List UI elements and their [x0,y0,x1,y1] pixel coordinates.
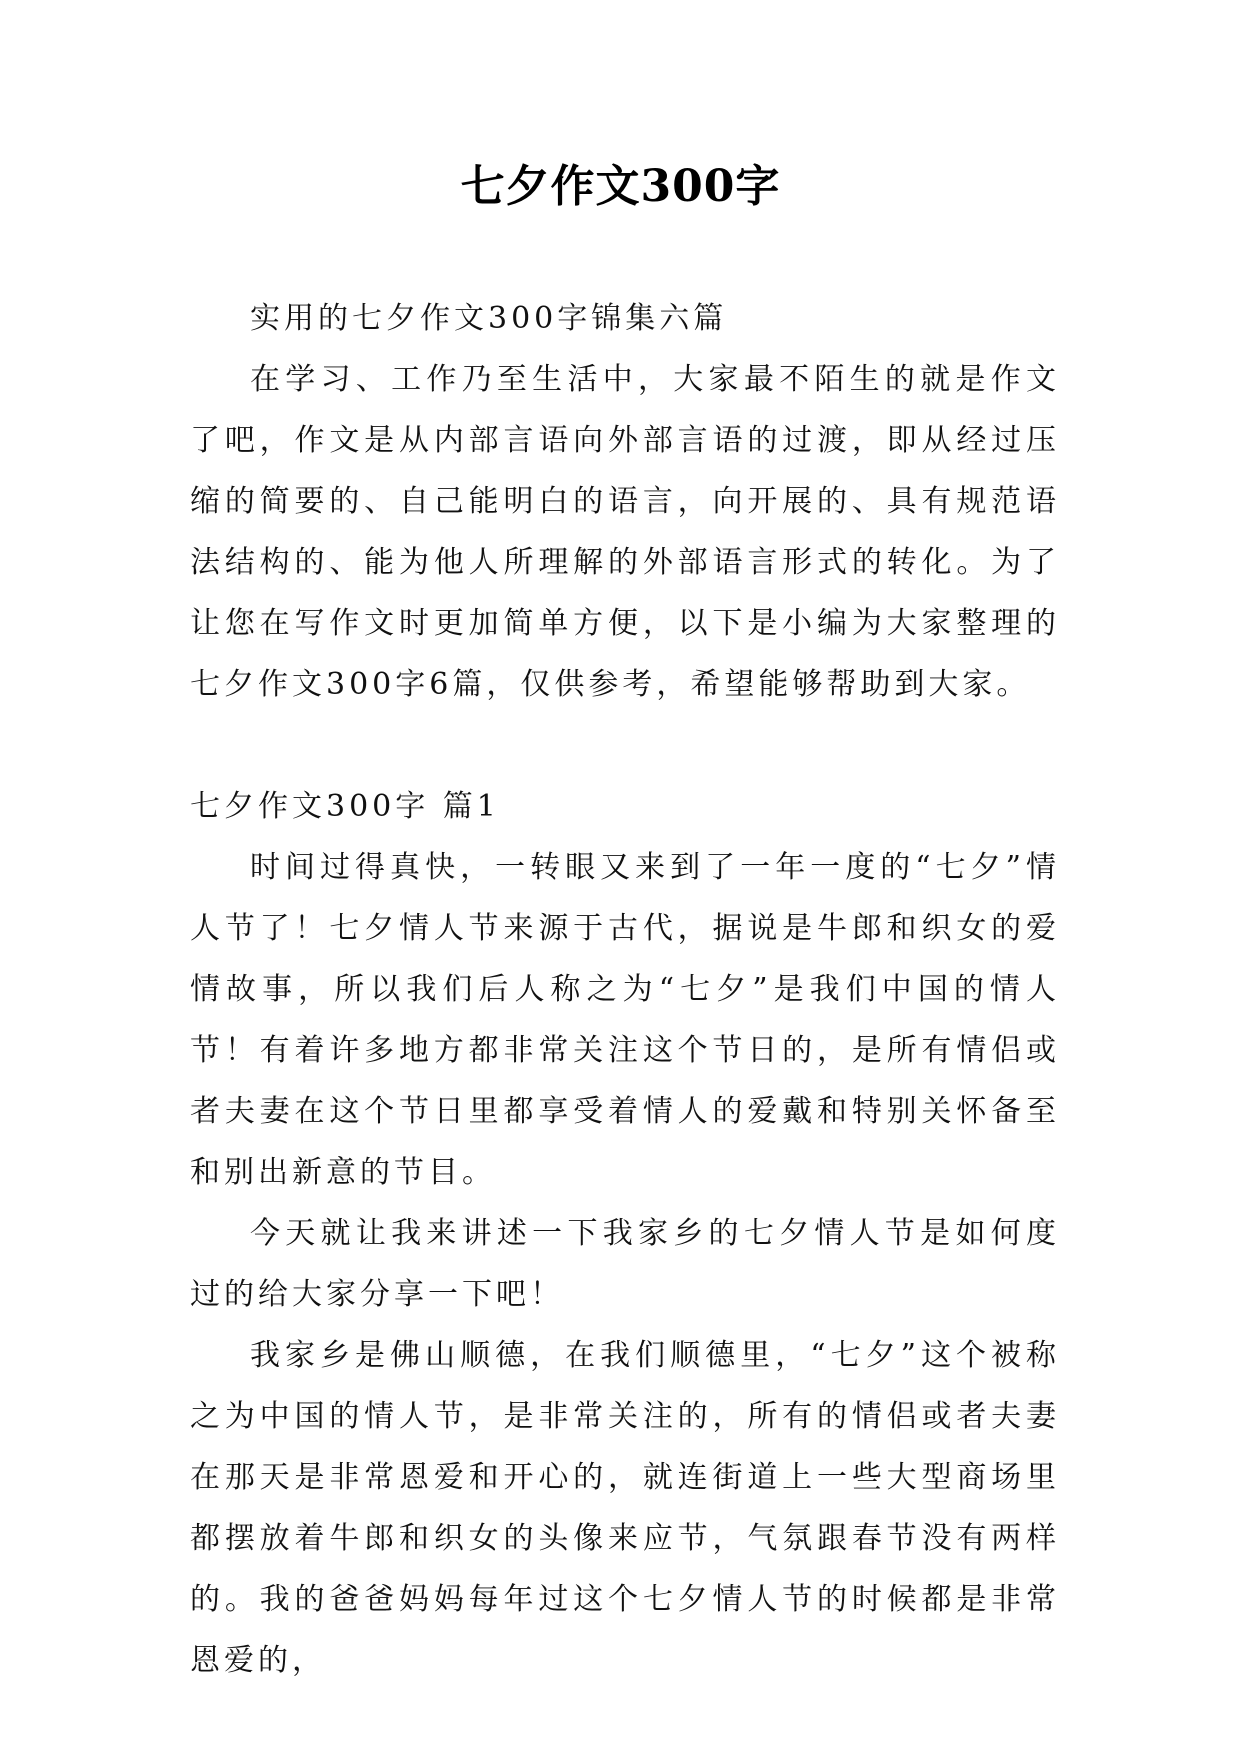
section-paragraph: 我家乡是佛山顺德，在我们顺德里，“七夕”这个被称之为中国的情人节，是非常关注的，所有的情侣或者夫妻在那天是非常恩爱和开心的，就连街道上一些大型商场里都摆放着牛郎和织女的头像来应节，气氛跟春节没有两样的。我的爸爸妈妈每年过这个七夕情人节的时候都是非常恩爱的， [190,1338,1060,1678]
document-title: 七夕作文300字 [460,161,781,212]
section-paragraph: 今天就让我来讲述一下我家乡的七夕情人节是如何度过的给大家分享一下吧！ [190,1216,1060,1312]
section-heading: 七夕作文300字 篇1 [190,789,500,824]
document-subtitle: 实用的七夕作文300字锦集六篇 [250,301,728,336]
intro-paragraph: 在学习、工作乃至生活中，大家最不陌生的就是作文了吧，作文是从内部言语向外部言语的过渡，即从经过压缩的简要的、自己能明白的语言，向开展的、具有规范语法结构的、能为他人所理解的外部语言形式的转化。为了让您在写作文时更加简单方便，以下是小编为大家整理的七夕作文300字6篇，仅供参考，希望能够帮助到大家。 [190,362,1060,702]
document-body [190,288,1060,1691]
section-paragraph: 时间过得真快，一转眼又来到了一年一度的“七夕”情人节了！七夕情人节来源于古代，据说是牛郎和织女的爱情故事，所以我们后人称之为“七夕”是我们中国的情人节！有着许多地方都非常关注这个节日的，是所有情侣或者夫妻在这个节日里都享受着情人的爱戴和特别关怀备至和别出新意的节目。 [190,850,1060,1190]
